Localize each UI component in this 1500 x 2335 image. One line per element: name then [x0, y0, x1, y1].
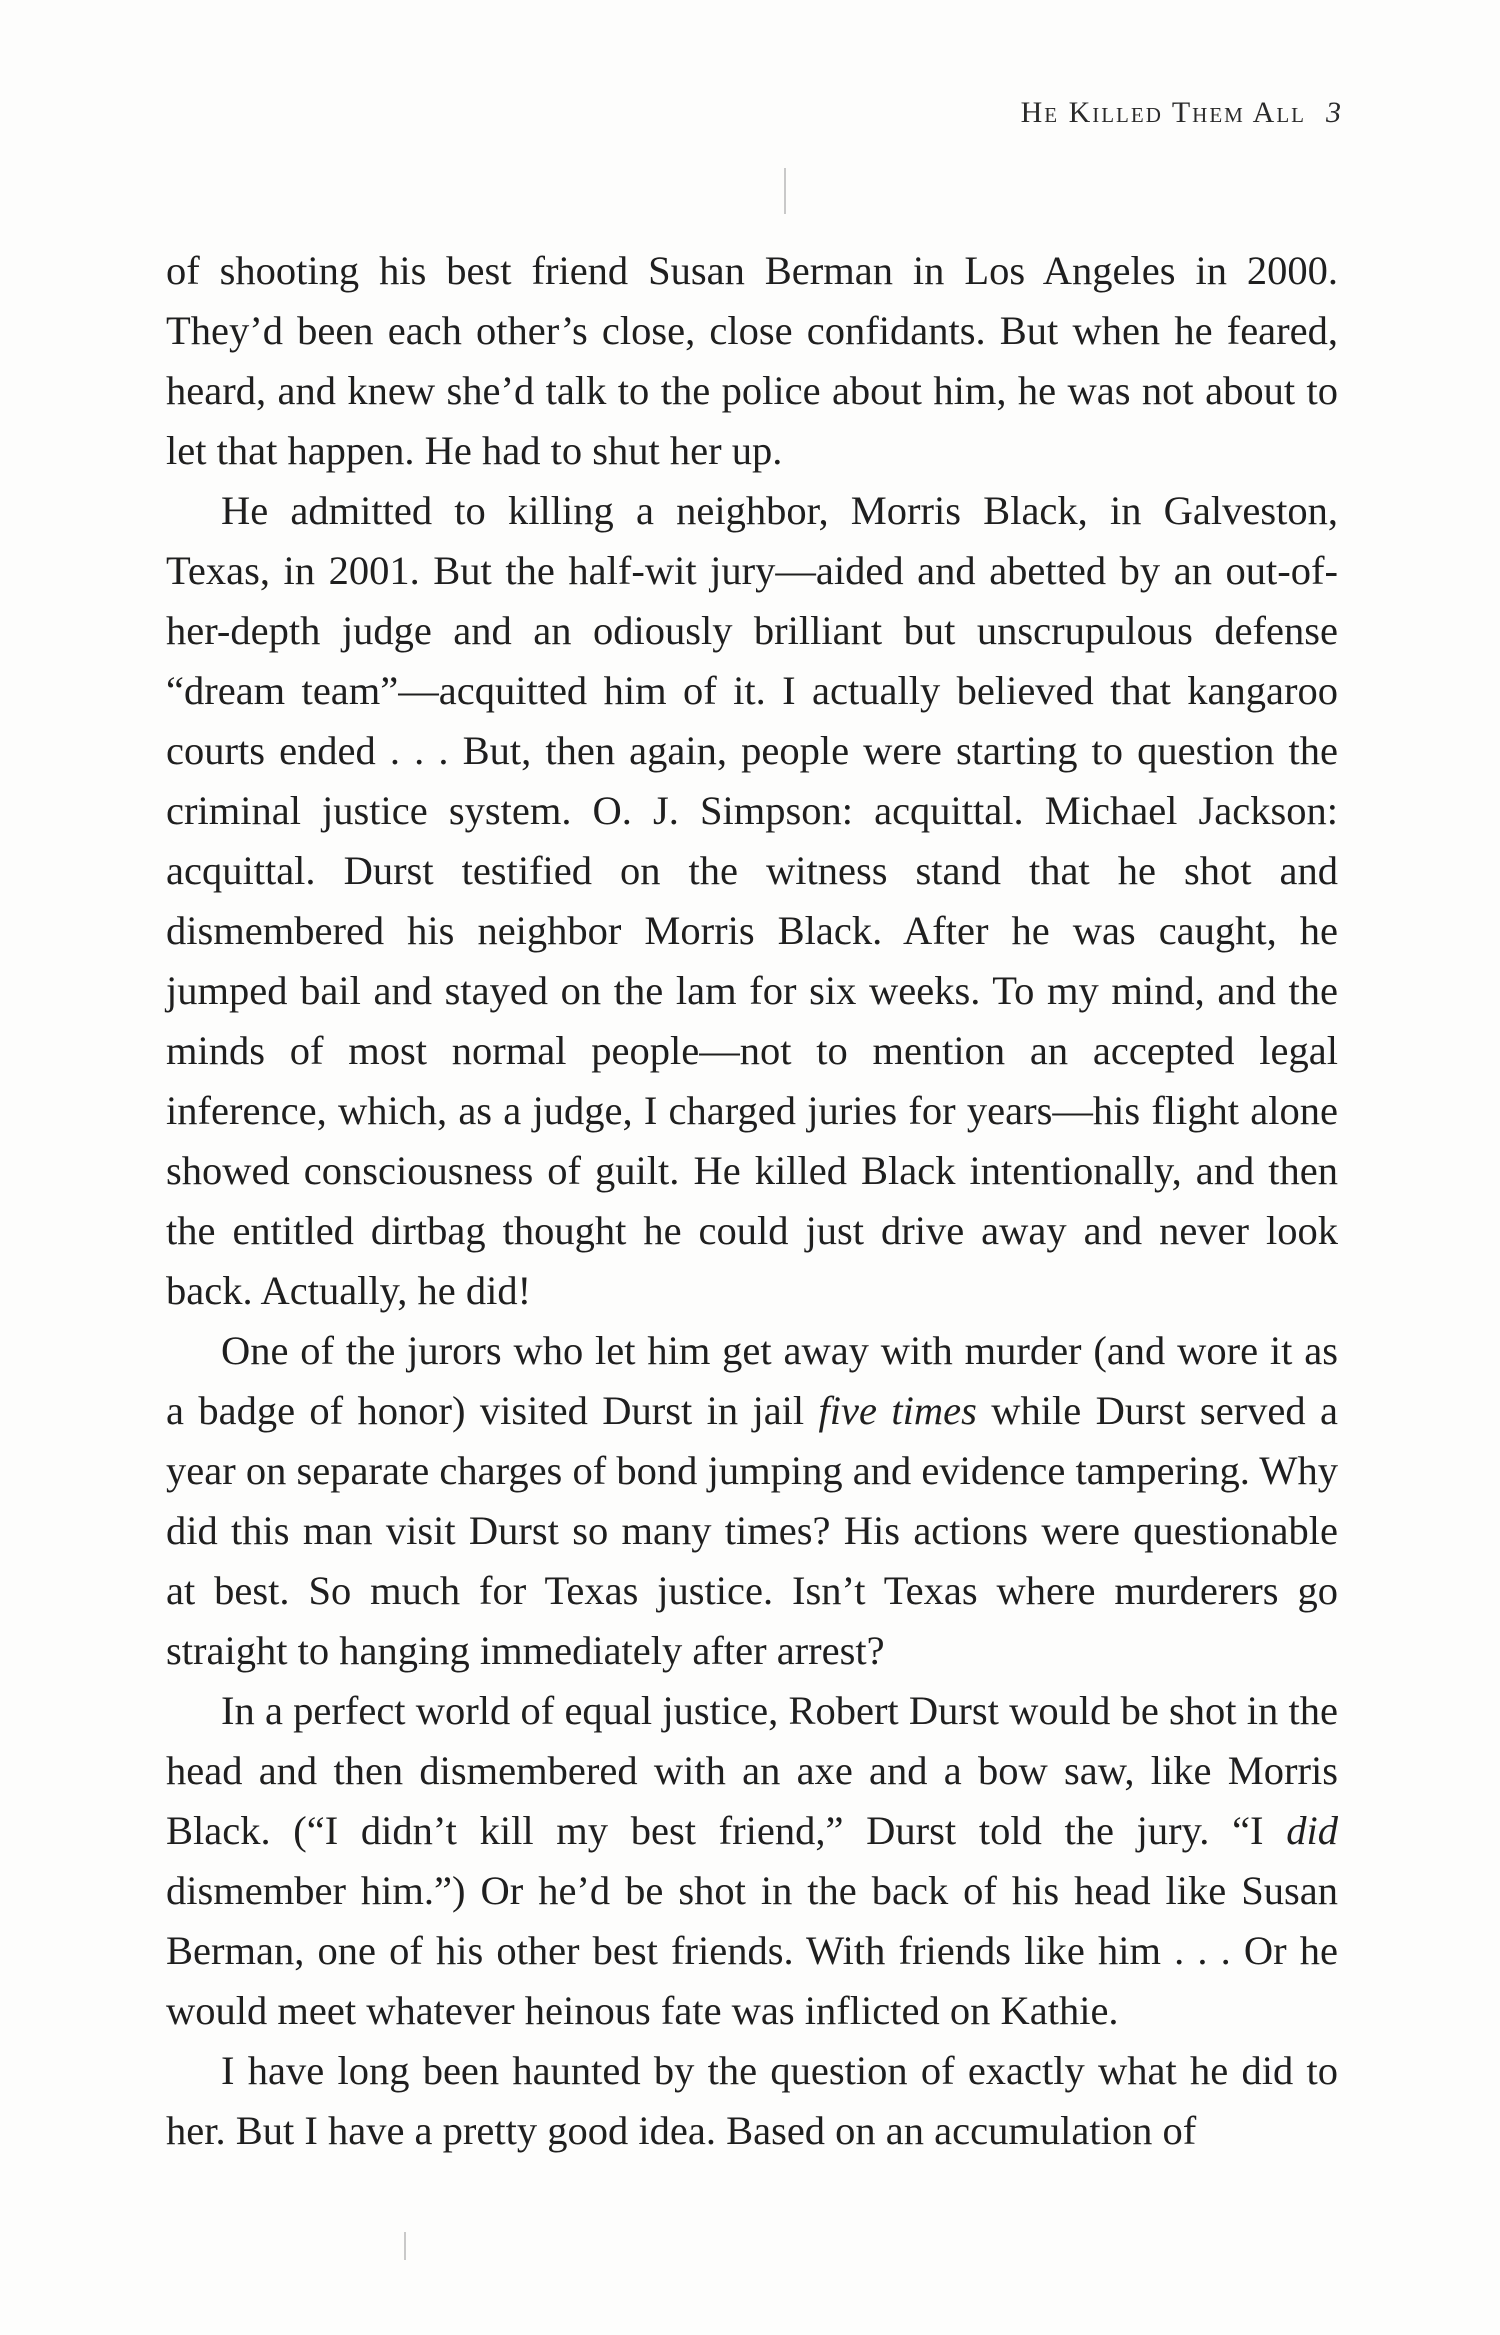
paragraph-4-text-b: dismember him.”) Or he’d be shot in the back of his head like Susan Berman, one of his other best friends. With friends like him . . . Or he would meet whatever heinous fate was inflicted on Kathie.	[166, 1868, 1338, 2033]
paragraph-2: He admitted to killing a neighbor, Morris Black, in Galveston, Texas, in 2001. But the half-wit jury—aided and abetted by an out-of-her-depth judge and an odiously brilliant but unscrupulous defense “dream team”—acquitted him of it. I actually believed that kangaroo courts ended . . . But, then again, people were starting to question the criminal justice system. O. J. Simpson: acquittal. Michael Jackson: acquittal. Durst testified on the witness stand that he shot and dismembered his neighbor Morris Black. After he was caught, he jumped bail and stayed on the lam for six weeks. To my mind, and the minds of most normal people—not to mention an accepted legal inference, which, as a judge, I charged juries for years—his flight alone showed consciousness of guilt. He killed Black intentionally, and then the entitled dirtbag thought he could just drive away and never look back. Actually, he did!	[166, 488, 1338, 1313]
page-number: 3	[1326, 96, 1342, 129]
running-title: He Killed Them All	[1020, 96, 1306, 129]
paragraph-3-text-a: One of the jurors who let him get away with murder (and wore it as a badge of honor) visited Durst in jail	[166, 1328, 1338, 1433]
paragraph-4-text-a: In a perfect world of equal justice, Robert Durst would be shot in the head and then dismembered with an axe and a bow saw, like Morris Black. (“I didn’t kill my best friend,” Durst told the jury. “I	[166, 1688, 1338, 1853]
paragraph-3-text-b: while Durst served a year on separate charges of bond jumping and evidence tampering. Why did this man visit Durst so many times? His actions were questionable at best. So much for Texas justice. Isn’t Texas where murderers go straight to hanging immediately after arrest?	[166, 1388, 1338, 1673]
scan-mark-bottom	[404, 2232, 406, 2260]
paragraph-4-emphasis: did	[1286, 1808, 1338, 1853]
scan-mark-top	[784, 168, 786, 214]
body-text	[166, 241, 1338, 2161]
paragraph-3	[166, 1321, 1338, 1681]
paragraph-1: of shooting his best friend Susan Berman in Los Angeles in 2000. They’d been each other’s close, close confidants. But when he feared, heard, and knew she’d talk to the police about him, he was not about to let that happen. He had to shut her up.	[166, 248, 1338, 473]
paragraph-4	[166, 1681, 1338, 2041]
paragraph-5: I have long been haunted by the question of exactly what he did to her. But I have a pretty good idea. Based on an accumulation of	[166, 2048, 1338, 2153]
paragraph-3-emphasis: five times	[818, 1388, 977, 1433]
running-head	[1021, 96, 1342, 130]
